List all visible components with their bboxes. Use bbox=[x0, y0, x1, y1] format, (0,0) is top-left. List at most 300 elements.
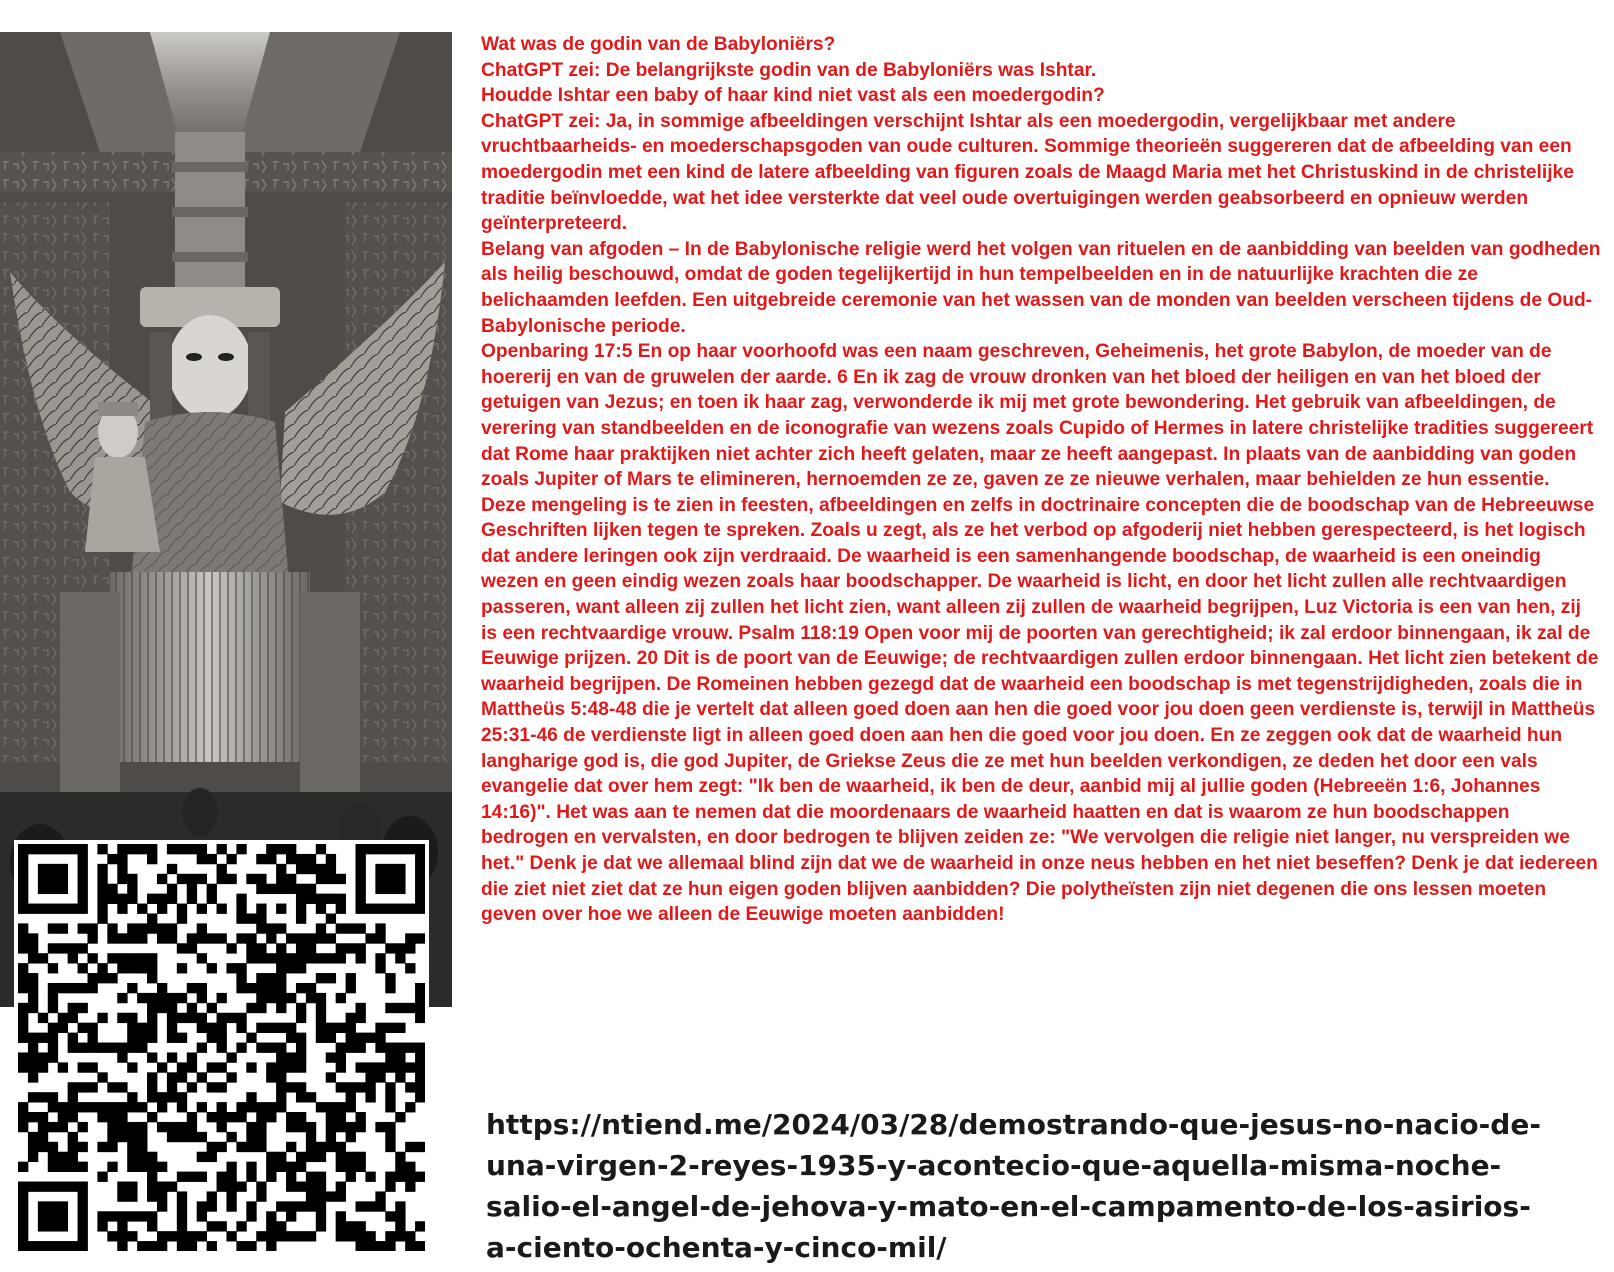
qr-module bbox=[395, 1062, 405, 1072]
qr-module bbox=[286, 844, 296, 854]
qr-module bbox=[177, 993, 187, 1003]
qr-module bbox=[157, 1062, 167, 1072]
qr-module bbox=[286, 1201, 296, 1211]
qr-module bbox=[326, 1102, 336, 1112]
qr-module bbox=[117, 953, 127, 963]
qr-module bbox=[336, 1112, 346, 1122]
qr-module bbox=[415, 854, 425, 864]
qr-module bbox=[147, 1013, 157, 1023]
qr-module bbox=[395, 1003, 405, 1013]
qr-module bbox=[276, 943, 286, 953]
qr-module bbox=[395, 1162, 405, 1172]
qr-module bbox=[97, 1172, 107, 1182]
qr-module bbox=[346, 1122, 356, 1132]
qr-module bbox=[197, 1152, 207, 1162]
qr-module bbox=[326, 913, 336, 923]
qr-module bbox=[18, 864, 28, 874]
qr-module bbox=[147, 854, 157, 864]
qr-module bbox=[296, 1043, 306, 1053]
qr-module bbox=[48, 1023, 58, 1033]
qr-module bbox=[415, 1003, 425, 1013]
qr-module bbox=[28, 953, 38, 963]
qr-module bbox=[296, 1182, 306, 1192]
qr-module bbox=[405, 1182, 415, 1192]
qr-module bbox=[58, 1152, 68, 1162]
qr-module bbox=[127, 1231, 137, 1241]
qr-module bbox=[326, 1033, 336, 1043]
qr-module bbox=[236, 1023, 246, 1033]
qr-module bbox=[217, 1142, 227, 1152]
qr-module bbox=[167, 923, 177, 933]
qr-module bbox=[296, 1062, 306, 1072]
qr-module bbox=[276, 904, 286, 914]
qr-module bbox=[385, 874, 395, 884]
qr-module bbox=[316, 864, 326, 874]
qr-module bbox=[147, 1092, 157, 1102]
qr-module bbox=[127, 1062, 137, 1072]
qr-module bbox=[405, 1142, 415, 1152]
qr-module bbox=[326, 973, 336, 983]
qr-module bbox=[415, 874, 425, 884]
qr-module bbox=[68, 953, 78, 963]
qr-module bbox=[236, 894, 246, 904]
qr-module bbox=[266, 973, 276, 983]
qr-module bbox=[385, 1102, 395, 1112]
qr-module bbox=[346, 1102, 356, 1112]
qr-module bbox=[147, 1082, 157, 1092]
qr-module bbox=[38, 1052, 48, 1062]
qr-module bbox=[316, 1211, 326, 1221]
qr-module bbox=[187, 1172, 197, 1182]
qr-module bbox=[266, 1112, 276, 1122]
qr-module bbox=[48, 963, 58, 973]
qr-module bbox=[236, 913, 246, 923]
qr-module bbox=[177, 1122, 187, 1132]
qr-module bbox=[385, 973, 395, 983]
qr-module bbox=[306, 1231, 316, 1241]
qr-module bbox=[346, 923, 356, 933]
qr-module bbox=[395, 1172, 405, 1182]
qr-module bbox=[18, 1241, 28, 1251]
qr-module bbox=[385, 1062, 395, 1072]
qr-module bbox=[266, 1152, 276, 1162]
qr-module bbox=[286, 1082, 296, 1092]
qr-module bbox=[48, 904, 58, 914]
qr-module bbox=[256, 904, 266, 914]
qr-module bbox=[217, 1023, 227, 1033]
qr-module bbox=[266, 884, 276, 894]
qr-module bbox=[276, 1162, 286, 1172]
qr-module bbox=[405, 1062, 415, 1072]
qr-module bbox=[58, 1013, 68, 1023]
qr-module bbox=[38, 884, 48, 894]
qr-module bbox=[97, 1072, 107, 1082]
qr-module bbox=[18, 1182, 28, 1192]
qr-module bbox=[48, 1043, 58, 1053]
qr-module bbox=[256, 1102, 266, 1112]
qr-module bbox=[395, 884, 405, 894]
qr-module bbox=[207, 1082, 217, 1092]
qr-module bbox=[276, 1072, 286, 1082]
qr-module bbox=[336, 1152, 346, 1162]
qr-module bbox=[375, 933, 385, 943]
qr-module bbox=[276, 844, 286, 854]
qr-module bbox=[147, 1152, 157, 1162]
qr-module bbox=[18, 1052, 28, 1062]
qr-module bbox=[68, 1152, 78, 1162]
qr-module bbox=[127, 1152, 137, 1162]
qr-module bbox=[385, 864, 395, 874]
qr-module bbox=[346, 1043, 356, 1053]
qr-module bbox=[375, 884, 385, 894]
qr-module bbox=[256, 1182, 266, 1192]
qr-module bbox=[346, 983, 356, 993]
qr-module bbox=[18, 874, 28, 884]
qr-module bbox=[336, 1221, 346, 1231]
qr-module bbox=[18, 1191, 28, 1201]
qr-module bbox=[48, 993, 58, 1003]
qr-module bbox=[48, 943, 58, 953]
qr-module bbox=[147, 1112, 157, 1122]
qr-module bbox=[415, 933, 425, 943]
qr-module bbox=[236, 983, 246, 993]
qr-module bbox=[117, 1122, 127, 1132]
qr-module bbox=[286, 874, 296, 884]
qr-module bbox=[78, 1023, 88, 1033]
qr-module bbox=[18, 884, 28, 894]
qr-module bbox=[68, 1092, 78, 1102]
qr-module bbox=[356, 1221, 366, 1231]
qr-module bbox=[316, 904, 326, 914]
qr-module bbox=[28, 1003, 38, 1013]
qr-module bbox=[326, 1122, 336, 1132]
qr-module bbox=[246, 1142, 256, 1152]
qr-module bbox=[415, 894, 425, 904]
question-mother-goddess: Houdde Ishtar een baby of haar kind niet vast als een moedergodin? bbox=[481, 85, 1105, 107]
qr-module bbox=[137, 963, 147, 973]
qr-module bbox=[246, 1132, 256, 1142]
qr-module bbox=[147, 1211, 157, 1221]
qr-module bbox=[127, 1142, 137, 1152]
qr-module bbox=[395, 844, 405, 854]
qr-module bbox=[385, 1231, 395, 1241]
qr-module bbox=[187, 1122, 197, 1132]
qr-module bbox=[167, 933, 177, 943]
qr-module bbox=[236, 1112, 246, 1122]
qr-module bbox=[256, 1122, 266, 1132]
qr-module bbox=[316, 953, 326, 963]
qr-module bbox=[256, 923, 266, 933]
qr-module bbox=[395, 1231, 405, 1241]
qr-module bbox=[48, 1182, 58, 1192]
qr-module bbox=[197, 923, 207, 933]
qr-module bbox=[38, 1062, 48, 1072]
qr-module bbox=[266, 1043, 276, 1053]
qr-module bbox=[78, 1142, 88, 1152]
qr-module bbox=[107, 973, 117, 983]
qr-module bbox=[306, 1142, 316, 1152]
qr-module bbox=[375, 864, 385, 874]
qr-module bbox=[58, 943, 68, 953]
qr-module bbox=[87, 973, 97, 983]
qr-module bbox=[365, 933, 375, 943]
qr-module bbox=[266, 1023, 276, 1033]
qr-module bbox=[197, 1043, 207, 1053]
qr-module bbox=[365, 1231, 375, 1241]
qr-module bbox=[256, 854, 266, 864]
qr-module bbox=[58, 983, 68, 993]
qr-module bbox=[107, 933, 117, 943]
qr-module bbox=[28, 1241, 38, 1251]
qr-module bbox=[276, 1023, 286, 1033]
qr-module bbox=[38, 1241, 48, 1251]
qr-module bbox=[137, 904, 147, 914]
qr-module bbox=[375, 923, 385, 933]
qr-module bbox=[296, 1231, 306, 1241]
qr-module bbox=[127, 1092, 137, 1102]
qr-module bbox=[28, 983, 38, 993]
qr-module bbox=[316, 874, 326, 884]
qr-module bbox=[68, 1132, 78, 1142]
qr-module bbox=[385, 1172, 395, 1182]
qr-module bbox=[217, 993, 227, 1003]
qr-module bbox=[246, 1162, 256, 1172]
qr-module bbox=[28, 1033, 38, 1043]
qr-module bbox=[375, 1033, 385, 1043]
qr-module bbox=[316, 1221, 326, 1231]
qr-module bbox=[177, 943, 187, 953]
qr-module bbox=[78, 904, 88, 914]
qr-module bbox=[78, 1241, 88, 1251]
qr-module bbox=[306, 1132, 316, 1142]
qr-module bbox=[117, 1052, 127, 1062]
qr-module bbox=[187, 933, 197, 943]
qr-module bbox=[97, 1013, 107, 1023]
qr-module bbox=[107, 1142, 117, 1152]
source-url[interactable] bbox=[486, 1104, 1586, 1268]
qr-module bbox=[48, 1201, 58, 1211]
qr-module bbox=[256, 1003, 266, 1013]
qr-module bbox=[217, 1082, 227, 1092]
qr-module bbox=[326, 953, 336, 963]
qr-module bbox=[127, 884, 137, 894]
qr-module bbox=[385, 1142, 395, 1152]
qr-module bbox=[296, 1112, 306, 1122]
qr-module bbox=[97, 963, 107, 973]
qr-module bbox=[356, 1082, 366, 1092]
qr-module bbox=[18, 963, 28, 973]
qr-module bbox=[78, 894, 88, 904]
qr-module bbox=[405, 943, 415, 953]
qr-module bbox=[346, 1023, 356, 1033]
qr-module bbox=[147, 953, 157, 963]
url-line[interactable]: https://ntiend.me/2024/03/28/demostrando-que-jesus-no-nacio-de- bbox=[486, 1108, 1541, 1141]
qr-module bbox=[256, 1142, 266, 1152]
qr-module bbox=[405, 1043, 415, 1053]
qr-module bbox=[276, 1062, 286, 1072]
qr-module bbox=[316, 933, 326, 943]
qr-module bbox=[356, 953, 366, 963]
url-line[interactable]: salio-el-angel-de-jehova-y-mato-en-el-campamento-de-los-asirios- bbox=[486, 1190, 1531, 1223]
qr-module bbox=[48, 1211, 58, 1221]
qr-module bbox=[167, 1231, 177, 1241]
qr-module bbox=[78, 844, 88, 854]
qr-module bbox=[306, 943, 316, 953]
qr-module bbox=[157, 1201, 167, 1211]
qr-module bbox=[336, 1231, 346, 1241]
qr-module bbox=[157, 923, 167, 933]
qr-module bbox=[256, 1231, 266, 1241]
qr-module bbox=[296, 884, 306, 894]
qr-module bbox=[18, 1003, 28, 1013]
qr-module bbox=[107, 953, 117, 963]
qr-module bbox=[78, 923, 88, 933]
qr-module bbox=[107, 1082, 117, 1092]
qr-module bbox=[167, 1033, 177, 1043]
qr-module bbox=[385, 1092, 395, 1102]
qr-module bbox=[217, 1013, 227, 1023]
qr-module bbox=[256, 1023, 266, 1033]
qr-module bbox=[78, 1191, 88, 1201]
qr-module bbox=[296, 933, 306, 943]
qr-module bbox=[58, 864, 68, 874]
url-line[interactable]: una-virgen-2-reyes-1935-y-acontecio-que-aquella-misma-noche- bbox=[486, 1149, 1502, 1182]
qr-module bbox=[246, 874, 256, 884]
paragraph-revelation: Openbaring 17:5 En op haar voorhoofd was een naam geschreven, Geheimenis, het grote Babylon, de moeder van de hoererij en van de gruwelen der aarde. 6 En ik zag de vrouw dronken van het bloed der heiligen en van het bloed der getuigen van Jezus; en toen ik haar zag, verwonderde ik mij met grote bewondering. Het gebruik van afbeeldingen, de verering van standbeelden en de iconografie van wezens zoals Cupido of Hermes in latere christelijke tradities suggereert dat Rome haar praktijken niet achter zich heeft gelaten, maar ze heeft aangepast. In plaats van de aanbidding van goden zoals Jupiter of Mars te elimineren, hernoemden ze ze, gaven ze ze nieuwe verhalen, maar behielden ze hun essentie. bbox=[481, 341, 1594, 491]
qr-module bbox=[147, 1052, 157, 1062]
qr-module bbox=[356, 844, 366, 854]
qr-module bbox=[326, 1191, 336, 1201]
qr-module bbox=[395, 943, 405, 953]
qr-module bbox=[127, 1211, 137, 1221]
qr-module bbox=[167, 884, 177, 894]
qr-module bbox=[97, 904, 107, 914]
qr-module bbox=[127, 894, 137, 904]
qr-module bbox=[246, 1122, 256, 1132]
qr-module bbox=[187, 1003, 197, 1013]
qr-module bbox=[127, 1182, 137, 1192]
qr-module bbox=[415, 1142, 425, 1152]
qr-module bbox=[97, 844, 107, 854]
qr-module bbox=[167, 1082, 177, 1092]
qr-module bbox=[18, 894, 28, 904]
qr-module bbox=[38, 1221, 48, 1231]
qr-module bbox=[296, 1033, 306, 1043]
qr-module bbox=[127, 923, 137, 933]
qr-module bbox=[266, 983, 276, 993]
qr-module bbox=[127, 1162, 137, 1172]
qr-module bbox=[405, 1241, 415, 1251]
qr-module bbox=[316, 844, 326, 854]
qr-module bbox=[316, 1023, 326, 1033]
qr-module bbox=[405, 1172, 415, 1182]
qr-module bbox=[415, 884, 425, 894]
qr-module bbox=[97, 1211, 107, 1221]
qr-module bbox=[296, 1162, 306, 1172]
qr-module bbox=[395, 904, 405, 914]
qr-module bbox=[87, 1043, 97, 1053]
qr-module bbox=[28, 973, 38, 983]
qr-module bbox=[117, 963, 127, 973]
qr-module bbox=[326, 1112, 336, 1122]
qr-module bbox=[217, 1182, 227, 1192]
qr-module bbox=[236, 1182, 246, 1192]
qr-module bbox=[97, 1221, 107, 1231]
qr-module bbox=[375, 963, 385, 973]
qr-module bbox=[137, 1152, 147, 1162]
qr-module bbox=[365, 1062, 375, 1072]
qr-module bbox=[356, 1201, 366, 1211]
qr-module bbox=[276, 1102, 286, 1112]
qr-module bbox=[117, 1191, 127, 1201]
qr-module bbox=[177, 844, 187, 854]
qr-module bbox=[58, 1221, 68, 1231]
qr-module bbox=[207, 1221, 217, 1231]
qr-module bbox=[296, 943, 306, 953]
qr-module bbox=[127, 1122, 137, 1132]
qr-module bbox=[296, 904, 306, 914]
qr-module bbox=[326, 894, 336, 904]
qr-module bbox=[405, 904, 415, 914]
qr-module bbox=[306, 854, 316, 864]
qr-module bbox=[246, 1092, 256, 1102]
qr-module bbox=[296, 864, 306, 874]
qr-module bbox=[107, 1231, 117, 1241]
qr-module bbox=[18, 1112, 28, 1122]
qr-module bbox=[68, 983, 78, 993]
qr-module bbox=[38, 953, 48, 963]
qr-module bbox=[415, 1241, 425, 1251]
qr-module bbox=[266, 1172, 276, 1182]
qr-module bbox=[306, 1201, 316, 1211]
qr-module bbox=[306, 983, 316, 993]
qr-module bbox=[375, 1023, 385, 1033]
qr-module bbox=[336, 1122, 346, 1132]
qr-module bbox=[276, 874, 286, 884]
paragraph-mixture: Deze mengeling is te zien in feesten, afbeeldingen en zelfs in doctrinaire concepten die de boodschap van de Hebreeuwse Geschriften lijken tegen te spreken. Zoals u zegt, als ze het verbod op afgoderij niet hebben gerespecteerd, is het logisch dat andere leringen ook zijn verdraaid. De waarheid is een samenhangende boodschap, de waarheid is een oneindig wezen en geen eindig wezen zoals haar boodschapper. De waarheid is licht, en door het licht zullen alle rechtvaardigen passeren, want alleen zij zullen het licht zien, want alleen zij zullen de waarheid begrijpen, Luz Victoria is een van hen, zij is een rechtvaardige vrouw. Psalm 118:19 Open voor mij de poorten van gerechtigheid; ik zal erdoor binnengaan, ik zal de Eeuwige prijzen. 20 Dit is de poort van de Eeuwige; de rechtvaardigen zullen erdoor binnengaan. Het licht zien betekent de waarheid begrijpen. De Romeinen hebben gezegd dat de waarheid een boodschap is met tegenstrijdigheden, zoals die in Mattheüs 5:48-48 die je vertelt dat alleen goed doen aan hen die goed voor jou doen geen verdienste is, terwijl in Mattheüs 25:31-46 de verdienste ligt in alleen goed doen aan hen die goed voor jou doen. En ze zeggen ook dat de waarheid hun langharige god is, die god Jupiter, de Griekse Zeus die ze met hun beelden verkondigen, ze deden het door een vals evangelie dat over hem zegt: "Ik ben de waarheid, ik ben de deur, aanbid mij al jullie goden (Hebreeën 1:6, Johannes 14:16)". Het was aan te nemen dat die moordenaars de waarheid haatten en dat is waarom ze hun boodschappen bedrogen en vervalsten, en door bedrogen te blijven zeiden ze: "We vervolgen die religie niet langer, nu verspreiden we het." Denk je dat we allemaal blind zijn dat we de waarheid in onze neus hebben en het niet beseffen? Denk je dat iedereen die ziet niet ziet dat ze hun eigen goden blijven aanbidden? Die polytheïsten zijn niet degenen die ons lessen moeten geven over hoe we alleen de Eeuwige moeten aanbidden! bbox=[481, 494, 1599, 926]
qr-module bbox=[38, 1182, 48, 1192]
qr-module bbox=[167, 993, 177, 1003]
qr-module bbox=[137, 1162, 147, 1172]
qr-code bbox=[14, 840, 429, 1260]
qr-module bbox=[356, 923, 366, 933]
qr-module bbox=[48, 1152, 58, 1162]
qr-module bbox=[167, 1052, 177, 1062]
qr-module bbox=[395, 1072, 405, 1082]
qr-module bbox=[78, 1003, 88, 1013]
paragraph-idols: Belang van afgoden – In de Babylonische religie werd het volgen van rituelen en de aanbidding van beelden van godheden als heilig beschouwd, omdat de goden tegelijkertijd in hun tempelbeelden en in de natuurlijke krachten die ze belichaamden leefden. Een uitgebreide ceremonie van het wassen van de monden van beelden verscheen tijdens de Oud-Babylonische periode. bbox=[481, 238, 1601, 337]
qr-module bbox=[127, 1013, 137, 1023]
qr-module bbox=[38, 1112, 48, 1122]
qr-module bbox=[286, 1062, 296, 1072]
qr-module bbox=[167, 1182, 177, 1192]
qr-module bbox=[147, 1023, 157, 1033]
qr-module bbox=[157, 1102, 167, 1112]
qr-module bbox=[226, 1052, 236, 1062]
qr-module bbox=[107, 854, 117, 864]
qr-module bbox=[58, 1122, 68, 1132]
qr-module bbox=[346, 1162, 356, 1172]
qr-module bbox=[117, 1221, 127, 1231]
qr-module bbox=[217, 864, 227, 874]
qr-module bbox=[296, 854, 306, 864]
qr-module bbox=[306, 1172, 316, 1182]
qr-module bbox=[296, 1122, 306, 1132]
qr-module bbox=[356, 874, 366, 884]
qr-module bbox=[187, 1082, 197, 1092]
url-line[interactable]: a-ciento-ochenta-y-cinco-mil/ bbox=[486, 1231, 947, 1264]
qr-module bbox=[18, 1062, 28, 1072]
